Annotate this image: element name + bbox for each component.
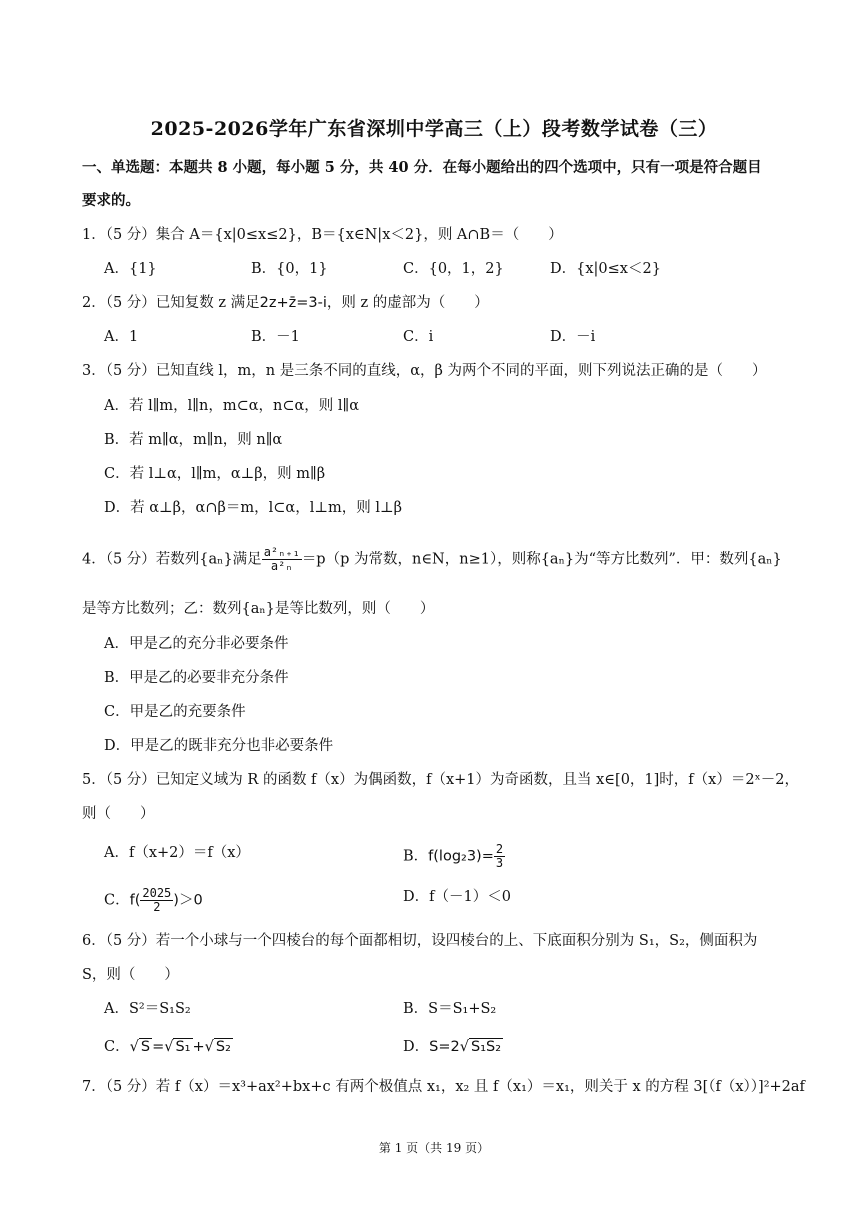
- q3-option-b: B．若 m∥α，m∥n，则 n∥α: [104, 432, 283, 448]
- q4-fraction-numerator: a²ₙ₊₁: [263, 545, 300, 559]
- q5-option-c-label: C．: [104, 892, 130, 909]
- q4-fraction: [262, 546, 302, 573]
- q3-option-a: A．若 l∥m，l∥n，m⊂α，n⊂α，则 l∥α: [104, 398, 360, 414]
- q2-equation: 2z+z̄=3-i: [259, 295, 327, 311]
- q4-stem-post: ＝p（p 为常数，n∈N，n≥1），则称{aₙ}为“等方比数列”．甲：数列{aₙ}: [301, 551, 782, 568]
- page-footer: 第 1 页（共 19 页）: [378, 1141, 490, 1155]
- q3-option-c: C．若 l⊥α，l∥m，α⊥β，则 m∥β: [104, 466, 326, 482]
- q5-option-c-post: )＞0: [173, 892, 203, 909]
- q2-stem-post: ，则 z 的虚部为（ ）: [326, 295, 489, 311]
- q1-option-d: D．{x|0≤x＜2}: [550, 261, 661, 277]
- q2-option-b: B．－1: [251, 329, 300, 345]
- q5-option-c-fraction: [140, 887, 173, 914]
- q1-option-c: C．{0，1，2}: [403, 261, 504, 277]
- q5-b-denominator: 3: [495, 856, 504, 870]
- question-2-stem: [82, 293, 489, 313]
- q5-option-c-f: f(: [129, 892, 141, 909]
- q5-option-b-label: B．: [403, 848, 429, 865]
- q4-stem-pre: 4．（5 分）若数列{aₙ}满足: [82, 551, 262, 568]
- question-4-stem-line2: 是等方比数列；乙：数列{aₙ}是等比数列，则（ ）: [82, 601, 435, 617]
- q2-option-a: A．1: [104, 329, 139, 345]
- q6-c-sqrt-s: S: [140, 1039, 151, 1055]
- q4-option-a: A．甲是乙的充分非必要条件: [104, 636, 289, 652]
- q4-option-b: B．甲是乙的必要非充分条件: [104, 670, 289, 686]
- q5-c-denominator: 2: [153, 900, 161, 914]
- q4-option-d: D．甲是乙的既非充分也非必要条件: [104, 738, 334, 754]
- question-5-stem-line2: 则（ ）: [82, 806, 155, 822]
- question-6-stem: 6．（5 分）若一个小球与一个四棱台的每个面都相切，设四棱台的上、下底面积分别为 S₁，S₂，侧面积为: [82, 933, 758, 949]
- q5-option-b-expr: f(log₂3)=: [428, 848, 494, 865]
- q4-fraction-denominator: a²ₙ: [270, 559, 293, 573]
- question-6-stem-line2: S，则（ ）: [82, 967, 179, 983]
- q3-option-d: D．若 α⊥β，α∩β＝m，l⊂α，l⊥m，则 l⊥β: [104, 500, 402, 516]
- exam-title: 2025-2026学年广东省深圳中学高三（上）段考数学试卷（三）: [150, 118, 718, 140]
- q6-option-a: A．S²＝S₁S₂: [104, 1001, 191, 1017]
- q5-b-numerator: 2: [495, 842, 504, 856]
- q1-option-a: A．{1}: [104, 261, 157, 277]
- q2-stem-pre: 2．（5 分）已知复数 z 满足: [82, 295, 260, 311]
- question-1-stem: 1．（5 分）集合 A＝{x|0≤x≤2}，B＝{x∈N|x＜2}，则 A∩B＝（ ）: [82, 227, 563, 243]
- q2-option-d: D．－i: [550, 329, 596, 345]
- q6-option-c: [104, 1037, 233, 1057]
- q6-option-c-expr: √ S =√ S₁ +√ S₂: [129, 1039, 231, 1055]
- q5-option-d: D．f（－1）＜0: [403, 889, 511, 905]
- q6-d-lhs: S=2: [429, 1039, 460, 1055]
- question-7-stem: 7．（5 分）若 f（x）＝x³+ax²+bx+c 有两个极值点 x₁，x₂ 且 f（x₁）＝x₁，则关于 x 的方程 3[（f（x））]²+2af: [82, 1079, 805, 1095]
- q6-c-sqrt-s1: S₁: [175, 1039, 191, 1055]
- q6-d-sqrt-s1s2: S₁S₂: [470, 1039, 502, 1055]
- q5-option-c: [104, 887, 203, 914]
- section-heading-line1: 一、单选题：本题共 8 小题，每小题 5 分，共 40 分．在每小题给出的四个选项中，只有一项是符合题目: [82, 159, 762, 176]
- question-3-stem: 3．（5 分）已知直线 l，m，n 是三条不同的直线，α，β 为两个不同的平面，则下列说法正确的是（ ）: [82, 363, 767, 379]
- section-heading-line2: 要求的。: [82, 192, 140, 209]
- q5-option-b: [403, 843, 505, 870]
- q5-c-numerator: 2025: [142, 886, 172, 900]
- q6-option-d: [403, 1037, 503, 1057]
- q5-option-a: A．f（x+2）＝f（x）: [104, 845, 250, 861]
- question-5-stem: 5．（5 分）已知定义域为 R 的函数 f（x）为偶函数，f（x+1）为奇函数，且当 x∈[0，1]时，f（x）＝2ˣ－2，: [82, 772, 799, 788]
- q6-option-c-label: C．: [104, 1039, 130, 1055]
- q6-c-sqrt-s2: S₂: [215, 1039, 231, 1055]
- q6-option-d-expr: S=2√ S₁S₂: [429, 1039, 502, 1055]
- q6-option-b: B．S＝S₁+S₂: [403, 1001, 497, 1017]
- question-4-stem: [82, 546, 782, 573]
- q5-option-b-fraction: [494, 843, 505, 870]
- q1-option-b: B．{0，1}: [251, 261, 328, 277]
- q6-option-d-label: D．: [403, 1039, 430, 1055]
- q2-option-c: C．i: [403, 329, 434, 345]
- q4-option-c: C．甲是乙的充要条件: [104, 704, 246, 720]
